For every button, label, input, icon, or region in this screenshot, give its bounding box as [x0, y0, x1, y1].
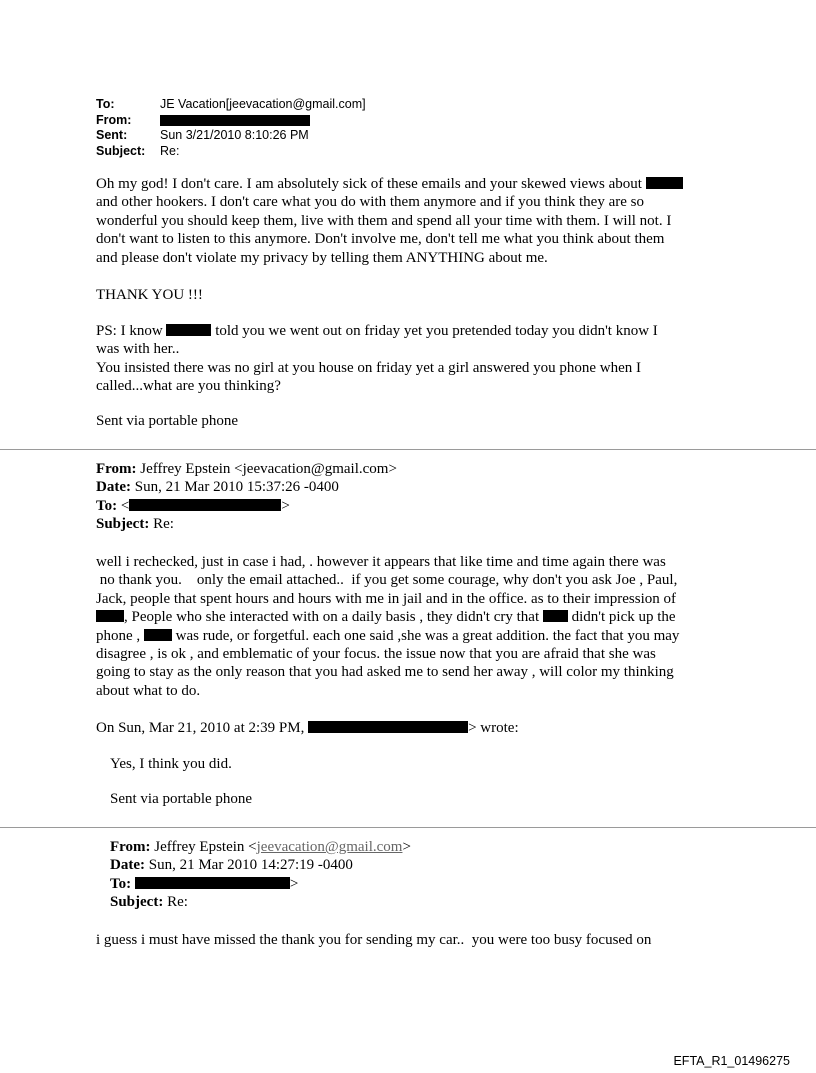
message-body: [96, 175, 683, 267]
body-line: Oh my god! I don't care. I am absolutely sick of these emails and your skewed views about: [96, 175, 683, 193]
reply-header: [96, 460, 397, 534]
reply-body: [96, 931, 651, 949]
header-sent-row: [96, 128, 366, 144]
email-link[interactable]: jeevacation@gmail.com: [256, 839, 403, 855]
header-from-row: [96, 113, 366, 129]
reply-subject-row: Subject: Re:: [110, 894, 188, 911]
body-line: You insisted there was no girl at you house on friday yet a girl answered you phone when I: [96, 359, 642, 376]
body-line: well i rechecked, just in case i had, . however it appears that like time and time again there was: [96, 554, 666, 570]
divider: [0, 449, 816, 450]
header-to-value: JE Vacation[jeevacation@gmail.com]: [160, 97, 366, 111]
redaction-block: [129, 499, 281, 511]
redaction-block: [166, 324, 211, 336]
redaction-block: [96, 610, 124, 622]
body-line: wonderful you should keep them, live with them and spend all your time with them. I will not. I: [96, 212, 672, 229]
bates-number: EFTA_R1_01496275: [673, 1054, 790, 1068]
reply-to-row: To: >: [110, 875, 299, 892]
header-from-label: From:: [96, 112, 132, 127]
header-subject-row: [96, 144, 366, 160]
body-line: phone , was rude, or forgetful. each one said ,she was a great addition. the fact that you may: [96, 627, 680, 644]
email-header: [96, 97, 366, 159]
quoted-line: Sent via portable phone: [110, 791, 253, 807]
reply-to-row: To: < >: [96, 497, 290, 514]
body-line: going to stay as the only reason that you had asked me to send her away , will color my thinking: [96, 664, 674, 681]
signature: [96, 412, 238, 430]
body-line: PS: I know told you we went out on friday yet you pretended today you didn't know I: [96, 323, 658, 339]
reply-from-row: From: Jeffrey Epstein <jeevacation@gmail.com>: [96, 461, 397, 477]
redaction-block: [144, 629, 172, 641]
body-line: called...what are you thinking?: [96, 378, 281, 395]
header-to-label: To:: [96, 97, 115, 111]
body-line: no thank you. only the email attached.. if you get some courage, why don't you ask Joe , Paul,: [96, 572, 678, 589]
reply-subject-row: Subject: Re:: [96, 516, 174, 533]
header-sent-label: Sent:: [96, 128, 128, 142]
reply-date-row: Date: Sun, 21 Mar 2010 15:37:26 -0400: [96, 479, 339, 496]
quote-attribution: On Sun, Mar 21, 2010 at 2:39 PM, > wrote:: [96, 720, 519, 736]
header-sent-value: Sun 3/21/2010 8:10:26 PM: [160, 128, 309, 142]
body-line: disagree , is ok , and emblematic of your focus. the issue now that you are afraid that she was: [96, 646, 656, 663]
body-line: , People who she interacted with on a daily basis , they didn't cry that didn't pick up the: [96, 608, 679, 626]
reply-header: [110, 838, 411, 912]
thank-you-line: [96, 286, 203, 304]
quoted-signature: [110, 790, 252, 808]
redaction-block: [135, 877, 290, 889]
body-line: about what to do.: [96, 682, 201, 699]
body-line: i guess i must have missed the thank you for sending my car.. you were too busy focused on: [96, 932, 652, 948]
redaction-block: [160, 115, 310, 126]
sent-via-text: Sent via portable phone: [96, 413, 239, 429]
body-line: don't want to listen to this anymore. Don't involve me, don't tell me what you think about them: [96, 231, 665, 248]
redaction-block: [308, 721, 468, 733]
body-line: Jack, people that spent hours and hours with me in jail and in the office. as to their impression of: [96, 590, 677, 607]
divider: [0, 827, 816, 828]
postscript: [96, 322, 658, 396]
body-line: was with her..: [96, 341, 180, 358]
header-subject-value: Re:: [160, 143, 180, 158]
body-line: and please don't violate my privacy by telling them ANYTHING about me.: [96, 249, 548, 266]
body-line: and other hookers. I don't care what you do with them anymore and if you think they are so: [96, 194, 644, 211]
header-to-row: [96, 97, 366, 113]
thank-you-text: THANK YOU !!!: [96, 287, 203, 303]
quoted-text: [110, 755, 232, 773]
reply-body: [96, 553, 679, 700]
reply-date-row: Date: Sun, 21 Mar 2010 14:27:19 -0400: [110, 857, 353, 874]
redaction-block: [543, 610, 568, 622]
redaction-block: [646, 177, 683, 189]
reply-from-row: From: Jeffrey Epstein <jeevacation@gmail.com>: [110, 839, 411, 855]
quoted-line: Yes, I think you did.: [110, 756, 232, 772]
header-subject-label: Subject:: [96, 143, 146, 158]
